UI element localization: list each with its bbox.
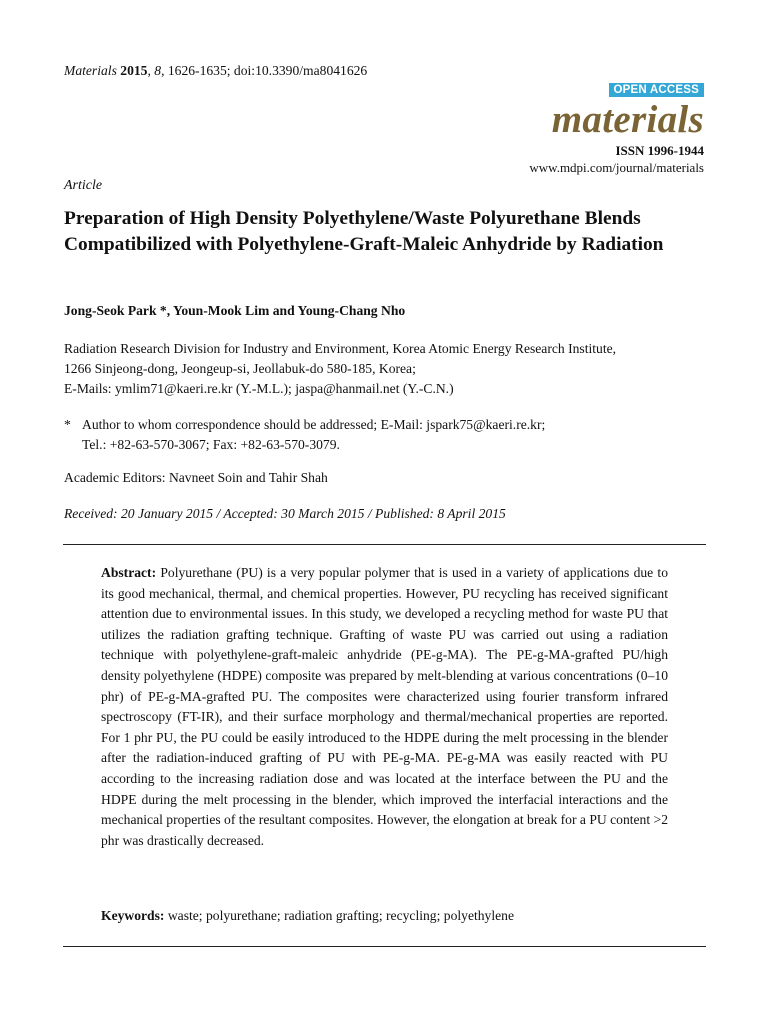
author-list: Jong-Seok Park *, Youn-Mook Lim and Young-Chang Nho xyxy=(64,303,406,318)
abstract-text: Polyurethane (PU) is a very popular polymer that is used in a variety of applications due to its good mechanical, thermal, and chemical properties. However, PU recycling has received significant attention due to environmental issues. In this study, we developed a recycling method for waste PU that utilizes the radiation grafting technique. Grafting of waste PU was carried out using a radiation technique with polyethylene-graft-maleic anhydride (PE-g-MA). The PE-g-MA-grafted PU/high density polyethylene (HDPE) composite was prepared by melt-blending at various concentrations (0–10 phr) of PE-g-MA-grafted PU. The composites were characterized using fourier transform infrared spectroscopy (FT-IR), and their surface morphology and thermal/mechanical properties are reported. For 1 phr PU, the PU could be easily introduced to the HDPE during the melt processing in the blender after the radiation-induced grafting of PU with PE-g-MA. PE-g-MA was easily reacted with PU according to the increasing radiation dose and was located at the interface between the PU and the HDPE during the melt processing in the blender, which improved the interfacial interactions and the mechanical properties of the resultant composites. However, the elongation at break for a PU content >2 phr was drastically decreased. xyxy=(101,565,668,848)
citation-journal: Materials xyxy=(64,63,117,78)
abstract-label: Abstract: xyxy=(101,565,157,580)
affiliation-block xyxy=(64,339,724,399)
keywords-label: Keywords: xyxy=(101,908,165,923)
journal-header xyxy=(529,80,704,176)
correspondence-note xyxy=(64,415,724,455)
journal-url[interactable]: www.mdpi.com/journal/materials xyxy=(529,160,704,175)
correspondence-phone: Tel.: +82-63-570-3067; Fax: +82-63-570-3079. xyxy=(82,437,340,452)
correspondence-line xyxy=(64,415,724,435)
open-access-badge: OPEN ACCESS xyxy=(609,83,705,97)
citation-line: Materials 2015, 8, 1626-1635; doi:10.3390/ma8041626 xyxy=(64,63,368,78)
divider-bottom xyxy=(63,946,706,947)
paper-title: Preparation of High Density Polyethylene/Waste Polyurethane Blends Compatibilized with Polyethylene-Graft-Maleic Anhydride by Radiation xyxy=(64,208,664,255)
keywords xyxy=(101,908,668,924)
journal-logo: materials xyxy=(551,98,704,141)
citation-pages-doi: , 1626-1635; doi:10.3390/ma8041626 xyxy=(161,63,368,78)
citation-volume: 8 xyxy=(154,63,162,78)
article-type: Article xyxy=(64,178,103,193)
affiliation-line: Radiation Research Division for Industry and Environment, Korea Atomic Energy Research Institute, xyxy=(64,341,617,356)
abstract xyxy=(101,563,668,851)
divider-top xyxy=(63,544,706,545)
author-emails: E-Mails: ymlim71@kaeri.re.kr (Y.-M.L.); jaspa@hanmail.net (Y.-C.N.) xyxy=(64,381,454,396)
academic-editors: Academic Editors: Navneet Soin and Tahir Shah xyxy=(64,470,328,485)
correspondence-email: Author to whom correspondence should be addressed; E-Mail: jspark75@kaeri.re.kr; xyxy=(82,417,546,432)
correspondence-marker: * xyxy=(64,417,71,432)
journal-issn: ISSN 1996-1944 xyxy=(615,143,704,158)
publication-dates: Received: 20 January 2015 / Accepted: 30 March 2015 / Published: 8 April 2015 xyxy=(64,506,506,521)
keywords-text: waste; polyurethane; radiation grafting; recycling; polyethylene xyxy=(167,908,514,923)
affiliation-address: 1266 Sinjeong-dong, Jeongeup-si, Jeollabuk-do 580-185, Korea; xyxy=(64,361,416,376)
citation-year: 2015 xyxy=(120,63,148,78)
